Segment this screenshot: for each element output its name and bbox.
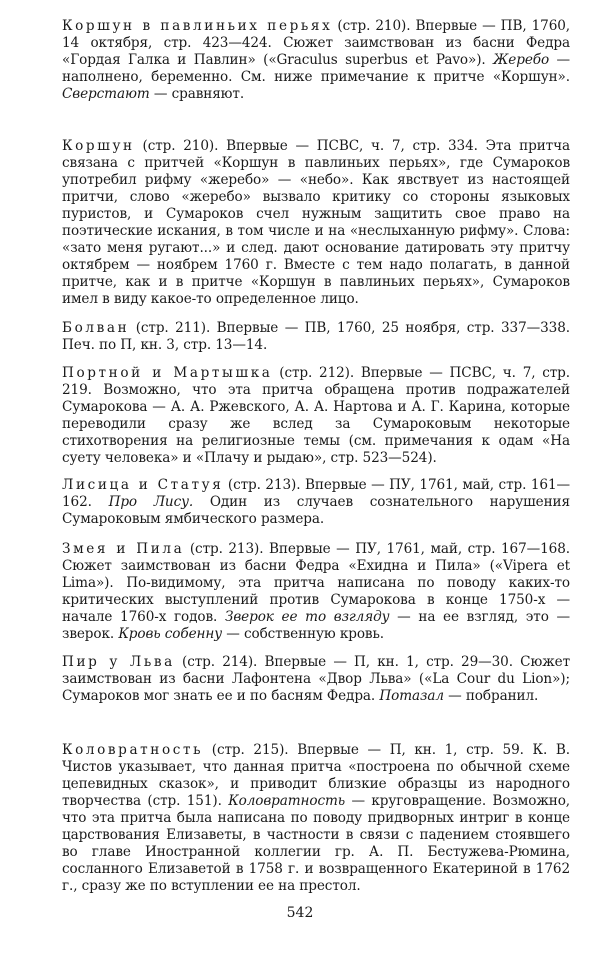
note-text: — побранил. — [443, 688, 539, 704]
note-lisica-i-statuya — [62, 477, 570, 528]
note-bolvan — [62, 320, 570, 354]
gloss-term: Про Лису. — [108, 494, 194, 510]
gloss-term: Сверстают — [62, 86, 150, 102]
note-text: (стр. 210). Впервые — ПВ, 1760, 14 октября, стр. 423—424. Сюжет заимствован из басни Федра «Гордая Галка и Павлин» («Graculus superbus et Pavo»). — [62, 18, 571, 68]
note-title: Портной и Мартышка — [62, 365, 273, 381]
note-text: (стр. 212). Впервые — ПСВС, ч. 7, стр. 219. Возможно, что эта притча обращена против подражателей Сумарокова — А. А. Ржевского, А. А. Нартова и А. Г. Карина, которые переводили сразу же вслед за Сумароковым некоторые стихотворения на религиозные темы (см. примечания к одам «На суету человека» и «Плачу и рыдаю», стр. 523—524). — [62, 365, 570, 466]
note-title: Змея и Пила — [62, 541, 185, 557]
note-zmeya-i-pila — [62, 541, 570, 643]
note-pir-u-lva — [62, 654, 570, 705]
note-text: (стр. 211). Впервые — ПВ, 1760, 25 ноября, стр. 337—338. Печ. по П, кн. 3, стр. 13—14. — [62, 320, 570, 353]
note-text: Один из случаев сознательного нарушения Сумароковым ямбического размера. — [62, 494, 570, 527]
note-text: — круговращение. Возможно, что эта притча была написана по поводу придворных интриг в конце царствования Елизаветы, в частности в связи с падением стоявшего во главе Иностранной коллегии гр. А. П. Бестужева-Рюмина, сосланного Елизаветой в 1758 г. и возвращенного Екатериной в 1762 г., сразу же по вступлении ее на престол. — [62, 793, 570, 894]
note-text: (стр. 214). Впервые — П, кн. 1, стр. 29—30. Сюжет заимствован из басни Лафонтена «Двор Льва» («La Cour du Lion»); Сумароков мог знать ее и по басням Федра. — [62, 654, 570, 704]
note-text: (стр. 213). Впервые — ПУ, 1761, май, стр. 161—162. — [62, 477, 570, 510]
note-korshun-v-pavlinyih-perjah — [62, 18, 570, 103]
note-text: (стр. 210). Впервые — ПСВС, ч. 7, стр. 334. Эта притча связана с притчей «Коршун в павлиньих перьях», где Сумароков употребил рифму «жеребо» — «небо». Как явствует из настоящей притчи, слово «жеребо» вызвало критику со стороны языковых пуристов, и Сумароков счел нужным защитить свое право на поэтические искания, в том числе и на «неслыханную рифму». Слова: «зато меня ругают...» и след. дают основание датировать эту притчу октябрем — ноябрем 1760 г. Вместе с тем надо полагать, в данной притче, как и в притче «Коршун в павлиньих перьях», Сумароков имел в виду какое-то определенное лицо. — [62, 138, 570, 307]
note-title: Коловратность — [62, 742, 204, 758]
gloss-term: Кровь собенну — [118, 626, 223, 642]
note-kolovratnost — [62, 742, 570, 895]
note-title: Лисица и Статуя — [62, 477, 224, 493]
note-title: Коршун — [62, 138, 135, 154]
note-title: Болван — [62, 320, 130, 336]
note-portnoy-i-martyshka — [62, 365, 570, 467]
note-title: Пир у Льва — [62, 654, 175, 670]
note-title: Коршун в павлиньих перьях — [62, 18, 333, 34]
page-number: 542 — [286, 905, 314, 921]
note-text: — наполнено, беременно. См. ниже примечание к притче «Коршун». — [62, 52, 570, 85]
note-text: — сравняют. — [149, 86, 245, 102]
gloss-term: Зверок ее то взгляду — [225, 609, 390, 625]
note-korshun — [62, 138, 570, 308]
gloss-term: Коловратность — [228, 793, 346, 809]
note-text: — на ее взгляд, это — зверок. — [62, 609, 570, 642]
note-text: (стр. 213). Впервые — ПУ, 1761, май, стр. 167—168. Сюжет заимствован из басни Федра «Ехидна и Пила» («Vipera et Lima»). По-видимому, эта притча написана по поводу каких-то критических выступлений против Сумарокова в конце 1750-х — начале 1760-х годов. — [62, 541, 570, 625]
gloss-term: Потазал — [379, 688, 444, 704]
gloss-term: Жеребо — [493, 52, 550, 68]
note-text: (стр. 215). Впервые — П, кн. 1, стр. 59. К. В. Чистов указывает, что данная притча «построена по обычной схеме цепевидных сказок», и приводит близкие образцы из народного творчества (стр. 151). — [62, 742, 570, 809]
note-text: — собственную кровь. — [222, 626, 385, 642]
